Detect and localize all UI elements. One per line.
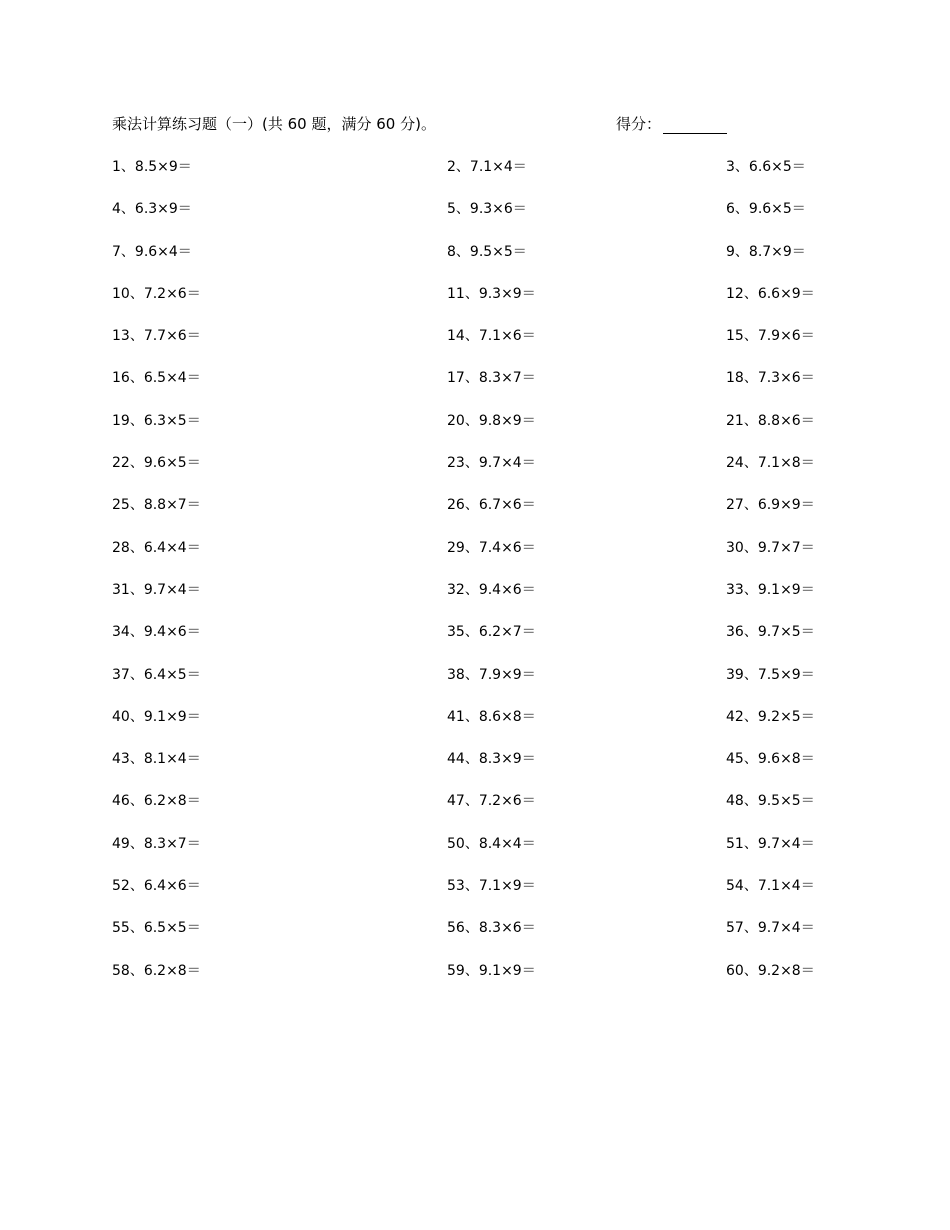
problem-item: 8、9.5×5＝ <box>447 243 527 260</box>
problem-row <box>112 748 842 790</box>
problem-row <box>112 325 842 367</box>
problem-row <box>112 960 842 1002</box>
problem-item: 19、6.3×5＝ <box>112 412 201 429</box>
problem-row <box>112 156 842 198</box>
problem-item: 43、8.1×4＝ <box>112 751 201 768</box>
problem-item: 7、9.6×4＝ <box>112 243 192 260</box>
problem-row <box>112 410 842 452</box>
problem-item: 11、9.3×9＝ <box>447 285 536 302</box>
problem-row <box>112 367 842 409</box>
score-blank[interactable] <box>663 117 727 134</box>
score-field <box>616 113 727 134</box>
problem-item: 15、7.9×6＝ <box>726 328 815 345</box>
problem-item: 50、8.4×4＝ <box>447 835 536 852</box>
problem-item: 2、7.1×4＝ <box>447 159 527 175</box>
problem-item: 54、7.1×4＝ <box>726 878 815 895</box>
problem-item: 3、6.6×5＝ <box>726 159 806 175</box>
problem-row <box>112 452 842 494</box>
problem-item: 46、6.2×8＝ <box>112 793 201 810</box>
worksheet-title: 乘法计算练习题（一）(共 60 题，满分 60 分)。 <box>112 115 436 133</box>
problem-item: 40、9.1×9＝ <box>112 708 201 725</box>
problem-item: 31、9.7×4＝ <box>112 581 201 598</box>
problem-item: 52、6.4×6＝ <box>112 878 201 895</box>
problem-row <box>112 283 842 325</box>
score-label: 得分： <box>616 115 662 133</box>
problem-item: 25、8.8×7＝ <box>112 497 201 514</box>
problem-row <box>112 833 842 875</box>
problem-item: 20、9.8×9＝ <box>447 412 536 429</box>
problem-item: 9、8.7×9＝ <box>726 243 806 260</box>
problem-item: 51、9.7×4＝ <box>726 835 815 852</box>
problem-item: 57、9.7×4＝ <box>726 920 815 937</box>
problem-grid <box>112 156 842 1002</box>
problem-item: 5、9.3×6＝ <box>447 201 527 218</box>
problem-item: 27、6.9×9＝ <box>726 497 815 514</box>
problem-row <box>112 664 842 706</box>
problem-row <box>112 198 842 240</box>
problem-item: 38、7.9×9＝ <box>447 666 536 683</box>
problem-item: 42、9.2×5＝ <box>726 708 815 725</box>
problem-row <box>112 241 842 283</box>
problem-row <box>112 706 842 748</box>
problem-item: 23、9.7×4＝ <box>447 455 536 472</box>
problem-item: 4、6.3×9＝ <box>112 201 192 218</box>
problem-row <box>112 875 842 917</box>
problem-item: 17、8.3×7＝ <box>447 370 536 387</box>
problem-item: 55、6.5×5＝ <box>112 920 201 937</box>
problem-item: 39、7.5×9＝ <box>726 666 815 683</box>
problem-item: 53、7.1×9＝ <box>447 878 536 895</box>
problem-item: 28、6.4×4＝ <box>112 539 201 556</box>
problem-item: 35、6.2×7＝ <box>447 624 536 641</box>
problem-item: 34、9.4×6＝ <box>112 624 201 641</box>
problem-item: 44、8.3×9＝ <box>447 751 536 768</box>
problem-item: 47、7.2×6＝ <box>447 793 536 810</box>
problem-item: 56、8.3×6＝ <box>447 920 536 937</box>
problem-item: 32、9.4×6＝ <box>447 581 536 598</box>
problem-item: 48、9.5×5＝ <box>726 793 815 810</box>
problem-item: 29、7.4×6＝ <box>447 539 536 556</box>
problem-item: 1、8.5×9＝ <box>112 159 192 175</box>
problem-row <box>112 621 842 663</box>
problem-item: 36、9.7×5＝ <box>726 624 815 641</box>
problem-item: 30、9.7×7＝ <box>726 539 815 556</box>
problem-row <box>112 579 842 621</box>
problem-row <box>112 790 842 832</box>
problem-item: 12、6.6×9＝ <box>726 285 815 302</box>
worksheet-header <box>112 113 842 135</box>
problem-row <box>112 917 842 959</box>
problem-item: 58、6.2×8＝ <box>112 962 201 979</box>
problem-item: 45、9.6×8＝ <box>726 751 815 768</box>
problem-item: 26、6.7×6＝ <box>447 497 536 514</box>
problem-item: 24、7.1×8＝ <box>726 455 815 472</box>
problem-item: 18、7.3×6＝ <box>726 370 815 387</box>
problem-item: 59、9.1×9＝ <box>447 962 536 979</box>
problem-item: 60、9.2×8＝ <box>726 962 815 979</box>
problem-item: 6、9.6×5＝ <box>726 201 806 218</box>
problem-row <box>112 494 842 536</box>
problem-item: 13、7.7×6＝ <box>112 328 201 345</box>
problem-item: 21、8.8×6＝ <box>726 412 815 429</box>
problem-item: 49、8.3×7＝ <box>112 835 201 852</box>
problem-row <box>112 537 842 579</box>
problem-item: 14、7.1×6＝ <box>447 328 536 345</box>
problem-item: 22、9.6×5＝ <box>112 455 201 472</box>
problem-item: 33、9.1×9＝ <box>726 581 815 598</box>
problem-item: 10、7.2×6＝ <box>112 285 201 302</box>
problem-item: 37、6.4×5＝ <box>112 666 201 683</box>
problem-item: 41、8.6×8＝ <box>447 708 536 725</box>
problem-item: 16、6.5×4＝ <box>112 370 201 387</box>
